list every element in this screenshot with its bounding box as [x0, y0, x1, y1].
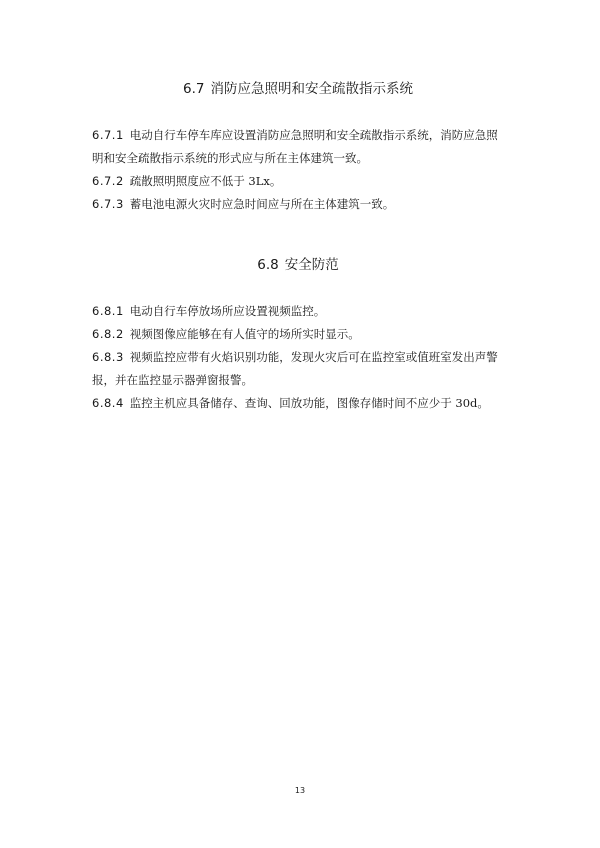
section-number: 6.7: [183, 81, 205, 97]
clause-text: 电动自行车停车库应设置消防应急照明和安全疏散指示系统，消防应急照明和安全疏散指示系统的形式应与所在主体建筑一致。: [92, 128, 498, 165]
clause-text: 疏散照明照度应不低于 3Lx。: [129, 174, 282, 188]
section-title: 消防应急照明和安全疏散指示系统: [210, 81, 413, 97]
section-number: 6.8: [257, 257, 279, 273]
clause-6-8-4: [92, 392, 504, 415]
clause-number: 6.8.2: [92, 327, 124, 341]
clause-text: 监控主机应具备储存、查询、回放功能，图像存储时间不应少于 30d。: [129, 396, 489, 410]
clause-list-6-7: [92, 124, 504, 216]
clause-6-8-2: [92, 323, 504, 346]
page-number: 13: [294, 786, 306, 795]
section-heading-6-8: [92, 256, 504, 274]
clause-number: 6.7.2: [92, 174, 124, 188]
clause-6-7-1: [92, 124, 504, 170]
clause-number: 6.8.3: [92, 350, 124, 364]
clause-number: 6.7.1: [92, 128, 124, 142]
clause-number: 6.7.3: [92, 197, 124, 211]
clause-6-7-3: [92, 193, 504, 216]
clause-text: 电动自行车停放场所应设置视频监控。: [129, 304, 326, 318]
clause-number: 6.8.4: [92, 396, 124, 410]
clause-text: 蓄电池电源火灾时应急时间应与所在主体建筑一致。: [129, 197, 395, 211]
clause-text: 视频监控应带有火焰识别功能，发现火灾后可在监控室或值班室发出声警报，并在监控显示器弹窗报警。: [92, 350, 498, 387]
clause-6-8-1: [92, 300, 504, 323]
section-title: 安全防范: [284, 257, 339, 273]
clause-list-6-8: [92, 300, 504, 415]
section-heading-6-7: [92, 80, 504, 98]
clause-text: 视频图像应能够在有人值守的场所实时显示。: [129, 327, 360, 341]
clause-6-7-2: [92, 170, 504, 193]
clause-number: 6.8.1: [92, 304, 124, 318]
clause-6-8-3: [92, 346, 504, 392]
